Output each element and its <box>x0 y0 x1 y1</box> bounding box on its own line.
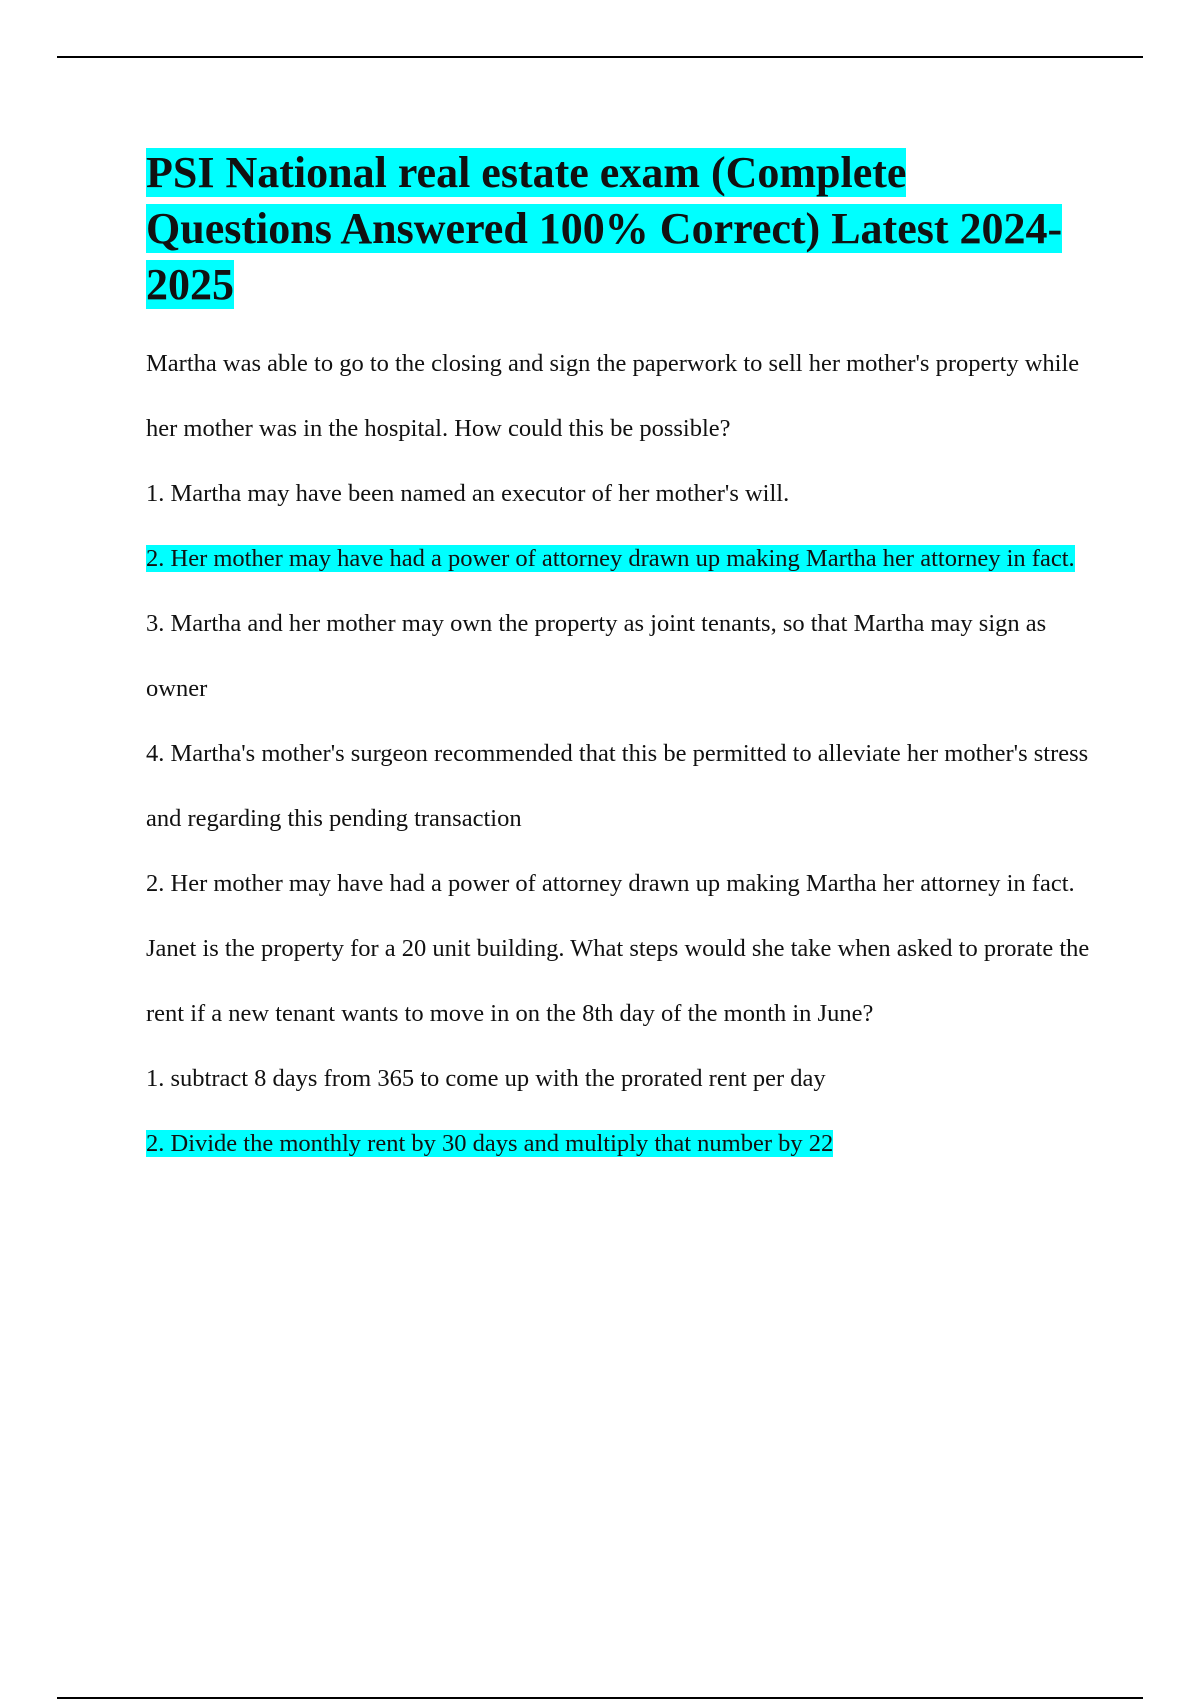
paragraph-text: Janet is the property for a 20 unit building. What steps would she take when asked to prorate the rent if a new tenant wants to move in on the 8th day of the month in June? <box>146 935 1090 1027</box>
document-body <box>146 145 1096 1176</box>
paragraph-text: 1. Martha may have been named an executor of her mother's will. <box>146 480 790 507</box>
paragraph-text: 1. subtract 8 days from 365 to come up with the prorated rent per day <box>146 1065 826 1092</box>
paragraph <box>146 1111 1096 1176</box>
paragraph-text: 2. Her mother may have had a power of attorney drawn up making Martha her attorney in fact. <box>146 545 1075 572</box>
paragraph <box>146 526 1096 591</box>
paragraph-text: 2. Divide the monthly rent by 30 days and multiply that number by 22 <box>146 1130 834 1157</box>
top-rule <box>57 56 1143 58</box>
paragraph <box>146 916 1096 1046</box>
paragraph <box>146 461 1096 526</box>
paragraph <box>146 1046 1096 1111</box>
paragraph <box>146 331 1096 461</box>
paragraph-text: Martha was able to go to the closing and sign the paperwork to sell her mother's property while her mother was in the hospital. How could this be possible? <box>146 350 1080 442</box>
paragraph <box>146 591 1096 721</box>
paragraph-text: 2. Her mother may have had a power of attorney drawn up making Martha her attorney in fact. <box>146 870 1075 897</box>
paragraph <box>146 721 1096 851</box>
paragraph-text: 4. Martha's mother's surgeon recommended that this be permitted to alleviate her mother's stress and regarding this pending transaction <box>146 740 1089 832</box>
paragraph-text: 3. Martha and her mother may own the property as joint tenants, so that Martha may sign as owner <box>146 610 1047 702</box>
bottom-rule <box>57 1697 1143 1699</box>
paragraph <box>146 851 1096 916</box>
document-title: PSI National real estate exam (Complete Questions Answered 100% Correct) Latest 2024-2025 <box>146 148 1063 309</box>
